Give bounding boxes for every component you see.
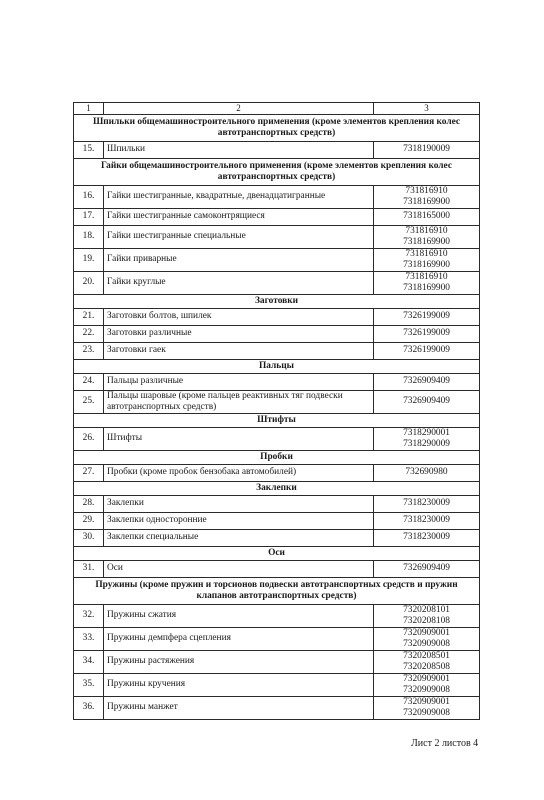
row-number: 32. — [74, 604, 104, 627]
tnved-code-cell — [374, 185, 480, 208]
table-row — [74, 529, 480, 546]
row-number: 22. — [74, 325, 104, 342]
tnved-code-cell — [374, 325, 480, 342]
tnved-code-cell — [374, 342, 480, 359]
row-number: 29. — [74, 512, 104, 529]
table-row — [74, 627, 480, 650]
table-body — [74, 103, 480, 720]
item-name: Гайки шестигранные самоконтрящиеся — [104, 208, 374, 225]
row-number: 24. — [74, 373, 104, 390]
tnved-code-cell — [374, 141, 480, 158]
tnved-code: 7326199009 — [403, 345, 450, 356]
tnved-code: 731816910 — [405, 249, 448, 259]
item-name: Пружины сжатия — [104, 604, 374, 627]
tnved-code: 7320909008 — [403, 638, 450, 649]
row-number: 28. — [74, 495, 104, 512]
item-name: Шпильки — [104, 141, 374, 158]
section-title: Заготовки — [74, 294, 480, 308]
row-number: 31. — [74, 560, 104, 577]
tnved-code: 7326199009 — [403, 311, 450, 322]
table-row — [74, 225, 480, 248]
codes-table — [73, 102, 480, 720]
section-title: Гайки общемашиностроительного применения (кроме элементов крепления колес автотранспортных средств) — [74, 158, 480, 185]
document-sheet — [73, 102, 479, 720]
tnved-code: 731816910 — [405, 272, 448, 282]
tnved-code: 7320208108 — [403, 615, 450, 626]
row-number: 36. — [74, 696, 104, 719]
tnved-code: 7318230009 — [403, 515, 450, 526]
table-row — [74, 141, 480, 158]
tnved-code-cell — [374, 604, 480, 627]
tnved-code-cell — [374, 560, 480, 577]
item-name: Пробки (кроме пробок бензобака автомобилей) — [104, 464, 374, 481]
row-number: 30. — [74, 529, 104, 546]
row-number: 27. — [74, 464, 104, 481]
section-row — [74, 481, 480, 495]
tnved-code: 7320909001 — [403, 697, 450, 707]
header-col-3: 3 — [374, 103, 480, 115]
table-row — [74, 271, 480, 294]
item-name: Заклепки односторонние — [104, 512, 374, 529]
tnved-code: 7320909008 — [403, 707, 450, 718]
row-number: 34. — [74, 650, 104, 673]
table-row — [74, 427, 480, 450]
item-name: Заготовки болтов, шпилек — [104, 308, 374, 325]
tnved-code-cell — [374, 650, 480, 673]
tnved-code-cell — [374, 464, 480, 481]
row-number: 25. — [74, 390, 104, 413]
item-name: Заклепки — [104, 495, 374, 512]
table-row — [74, 560, 480, 577]
tnved-code-cell — [374, 390, 480, 413]
item-name: Пружины растяжения — [104, 650, 374, 673]
table-row — [74, 604, 480, 627]
item-name: Пружины кручения — [104, 673, 374, 696]
row-number: 20. — [74, 271, 104, 294]
table-row — [74, 696, 480, 719]
section-row — [74, 413, 480, 427]
tnved-code: 7318169900 — [403, 282, 450, 293]
tnved-code: 7318169900 — [403, 196, 450, 207]
tnved-code-cell — [374, 225, 480, 248]
tnved-code: 7318290001 — [403, 428, 450, 438]
item-name: Заготовки гаек — [104, 342, 374, 359]
tnved-code: 7320208501 — [403, 651, 450, 661]
table-row — [74, 308, 480, 325]
tnved-code: 7318290009 — [403, 438, 450, 449]
table-row — [74, 325, 480, 342]
item-name: Пальцы шаровые (кроме пальцев реактивных тяг подвески автотранспортных средств) — [104, 390, 374, 413]
table-row — [74, 512, 480, 529]
tnved-code: 7318190009 — [403, 144, 450, 155]
tnved-code-cell — [374, 308, 480, 325]
item-name: Пружины манжет — [104, 696, 374, 719]
row-number: 18. — [74, 225, 104, 248]
item-name: Гайки шестигранные специальные — [104, 225, 374, 248]
section-row — [74, 158, 480, 185]
tnved-code-cell — [374, 512, 480, 529]
table-row — [74, 248, 480, 271]
tnved-code: 7326909409 — [403, 396, 450, 407]
tnved-code: 731816910 — [405, 226, 448, 236]
tnved-code: 731816910 — [405, 186, 448, 196]
section-title: Пружины (кроме пружин и торсионов подвески автотранспортных средств и пружин клапанов автотранспортных средств) — [74, 577, 480, 604]
item-name: Пружины демпфера сцепления — [104, 627, 374, 650]
tnved-code-cell — [374, 427, 480, 450]
tnved-code: 7318230009 — [403, 498, 450, 509]
tnved-code-cell — [374, 495, 480, 512]
tnved-code-cell — [374, 529, 480, 546]
item-name: Заклепки специальные — [104, 529, 374, 546]
table-row — [74, 373, 480, 390]
header-col-1: 1 — [74, 103, 104, 115]
item-name: Штифты — [104, 427, 374, 450]
tnved-code: 7326199009 — [403, 328, 450, 339]
item-name: Гайки шестигранные, квадратные, двенадцатигранные — [104, 185, 374, 208]
table-row — [74, 208, 480, 225]
tnved-code: 7320208101 — [403, 605, 450, 615]
tnved-code: 7320909001 — [403, 674, 450, 684]
section-row — [74, 577, 480, 604]
section-row — [74, 114, 480, 141]
item-name: Пальцы различные — [104, 373, 374, 390]
section-row — [74, 294, 480, 308]
header-col-2: 2 — [104, 103, 374, 115]
section-row — [74, 359, 480, 373]
row-number: 23. — [74, 342, 104, 359]
tnved-code: 7320909001 — [403, 628, 450, 638]
tnved-code: 7318165000 — [403, 211, 450, 222]
row-number: 19. — [74, 248, 104, 271]
section-title: Оси — [74, 546, 480, 560]
tnved-code: 7320909008 — [403, 684, 450, 695]
tnved-code: 7318230009 — [403, 532, 450, 543]
tnved-code: 7326909409 — [403, 563, 450, 574]
tnved-code-cell — [374, 627, 480, 650]
section-title: Пальцы — [74, 359, 480, 373]
tnved-code: 7318169900 — [403, 259, 450, 270]
table-row — [74, 390, 480, 413]
row-number: 21. — [74, 308, 104, 325]
sheet-number: Лист 2 листов 4 — [411, 738, 479, 749]
table-row — [74, 650, 480, 673]
tnved-code: 7320208508 — [403, 661, 450, 672]
table-row — [74, 673, 480, 696]
section-title: Заклепки — [74, 481, 480, 495]
tnved-code-cell — [374, 271, 480, 294]
item-name: Оси — [104, 560, 374, 577]
row-number: 33. — [74, 627, 104, 650]
table-row — [74, 342, 480, 359]
tnved-code-cell — [374, 373, 480, 390]
item-name: Гайки круглые — [104, 271, 374, 294]
item-name: Гайки приварные — [104, 248, 374, 271]
item-name: Заготовки различные — [104, 325, 374, 342]
tnved-code-cell — [374, 673, 480, 696]
section-title: Штифты — [74, 413, 480, 427]
section-row — [74, 450, 480, 464]
table-row — [74, 495, 480, 512]
tnved-code: 7318169900 — [403, 236, 450, 247]
tnved-code-cell — [374, 208, 480, 225]
row-number: 17. — [74, 208, 104, 225]
table-row — [74, 185, 480, 208]
row-number: 35. — [74, 673, 104, 696]
row-number: 16. — [74, 185, 104, 208]
tnved-code: 732690980 — [405, 467, 448, 478]
table-row — [74, 464, 480, 481]
header-row — [74, 103, 480, 115]
tnved-code-cell — [374, 248, 480, 271]
tnved-code: 7326909409 — [403, 376, 450, 387]
section-row — [74, 546, 480, 560]
row-number: 26. — [74, 427, 104, 450]
row-number: 15. — [74, 141, 104, 158]
section-title: Шпильки общемашиностроительного применения (кроме элементов крепления колес автотранспортных средств) — [74, 114, 480, 141]
tnved-code-cell — [374, 696, 480, 719]
section-title: Пробки — [74, 450, 480, 464]
